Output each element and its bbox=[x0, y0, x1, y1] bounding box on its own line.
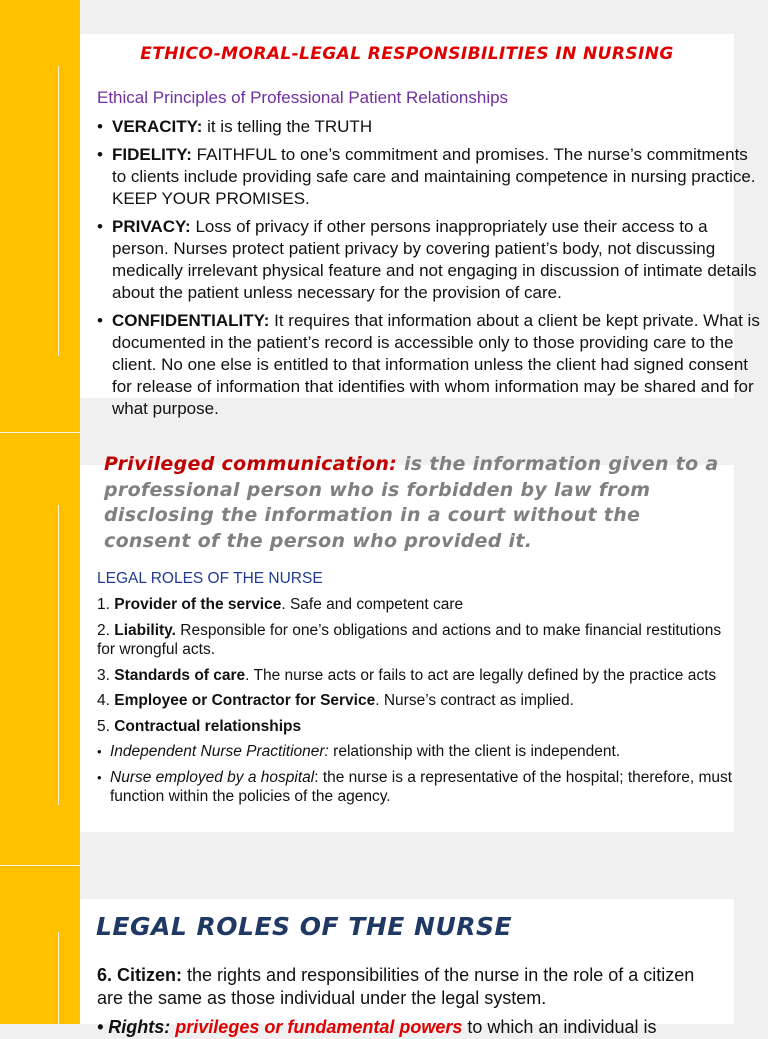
rights-label: • Rights: bbox=[97, 1017, 171, 1037]
legal-roles-list bbox=[97, 595, 737, 813]
role-item bbox=[97, 717, 737, 737]
role-text: Responsible for one’s obligations and actions and to make financial restitutions for wrongful acts. bbox=[97, 621, 722, 658]
role-number: 3. bbox=[97, 666, 115, 684]
role-item bbox=[97, 621, 737, 660]
role-text: . Safe and competent care bbox=[281, 596, 464, 613]
sidebar-divider bbox=[58, 932, 59, 1024]
list-item-confidentiality bbox=[97, 310, 765, 420]
citizen-text: the rights and responsibilities of the nurse in the role of a citizen are the same as those individual under the legal system. bbox=[97, 965, 695, 1008]
slide-title: LEGAL ROLES OF THE NURSE bbox=[96, 912, 513, 941]
sub-item-text: relationship with the client is independent. bbox=[328, 743, 621, 760]
role-term: Provider of the service bbox=[114, 596, 282, 613]
sub-item-independent bbox=[97, 742, 737, 762]
role-item bbox=[97, 666, 737, 686]
sub-item-hospital bbox=[97, 768, 737, 807]
sub-item-label: Nurse employed by a hospital bbox=[110, 768, 315, 786]
accent-sidebar bbox=[0, 866, 80, 1024]
accent-sidebar bbox=[0, 0, 80, 432]
rights-text: to which an individual is bbox=[462, 1017, 657, 1037]
sub-item-text: : the nurse is a representative of the hospital; therefore, must function within the policies of the agency. bbox=[110, 768, 733, 805]
privileged-text: is the information given to a professional person who is forbidden by law from disclosing the information in a court without the consent of the person who provided it. bbox=[104, 453, 719, 552]
role-text: . The nurse acts or fails to act are legally defined by the practice acts bbox=[245, 666, 717, 684]
privileged-communication bbox=[104, 452, 729, 554]
term-label: VERACITY: bbox=[112, 117, 203, 136]
role-number: 1. bbox=[97, 596, 115, 613]
term-text: Loss of privacy if other persons inappropriately use their access to a person. Nurses protect patient privacy by covering patient’s body, not discussing medically irrelevant physical feature and not engaging in discussion of intimate details about the patient unless necessary for the provision of care. bbox=[112, 217, 757, 302]
term-label: CONFIDENTIALITY: bbox=[112, 311, 270, 330]
term-text: it is telling the TRUTH bbox=[202, 117, 373, 136]
accent-sidebar bbox=[0, 433, 80, 865]
slide-legal-roles-2 bbox=[0, 866, 768, 1037]
legal-roles-heading: LEGAL ROLES OF THE NURSE bbox=[97, 570, 323, 587]
role-number: 2. bbox=[97, 621, 115, 639]
role-number: 4. bbox=[97, 692, 115, 709]
rights-highlight: privileges or fundamental powers bbox=[170, 1017, 463, 1037]
list-item-privacy bbox=[97, 216, 765, 304]
role-text: . Nurse’s contract as implied. bbox=[375, 692, 574, 709]
role-item bbox=[97, 595, 737, 615]
slide-legal-roles-1 bbox=[0, 433, 768, 865]
rights-item bbox=[97, 1016, 656, 1039]
term-text: It requires that information about a client be kept private. What is documented in the patient’s record is accessible only to those providing care to the client. No one else is entitled to that information unless the client had signed consent for release of information that identifies with whom information may be shared and for what purpose. bbox=[112, 311, 760, 418]
slide-subtitle: Ethical Principles of Professional Patient Relationships bbox=[97, 88, 509, 107]
role-item bbox=[97, 691, 737, 711]
citizen-item bbox=[97, 964, 697, 1010]
principles-list bbox=[97, 116, 765, 426]
sidebar-divider bbox=[58, 66, 59, 356]
role-term: Standards of care bbox=[114, 666, 246, 684]
sidebar-divider bbox=[58, 505, 59, 805]
slide-ethical-principles bbox=[0, 0, 768, 432]
term-text: FAITHFUL to one’s commitment and promises. The nurse’s commitments to clients include providing safe care and maintaining competence in nursing practice. KEEP YOUR PROMISES. bbox=[112, 145, 756, 208]
sub-item-label: Independent Nurse Practitioner: bbox=[110, 743, 329, 760]
term-label: FIDELITY: bbox=[112, 145, 192, 164]
slide-title: ETHICO-MORAL-LEGAL RESPONSIBILITIES IN NURSING bbox=[140, 44, 674, 64]
role-term: Employee or Contractor for Service bbox=[114, 692, 376, 709]
list-item-fidelity bbox=[97, 144, 765, 210]
role-number: 5. bbox=[97, 717, 115, 735]
list-item-veracity bbox=[97, 116, 765, 138]
privileged-lead: Privileged communication: bbox=[104, 453, 398, 475]
citizen-label: 6. Citizen: bbox=[97, 965, 183, 985]
term-label: PRIVACY: bbox=[112, 217, 191, 236]
role-term: Contractual relationships bbox=[114, 717, 302, 735]
role-term: Liability. bbox=[114, 621, 176, 639]
